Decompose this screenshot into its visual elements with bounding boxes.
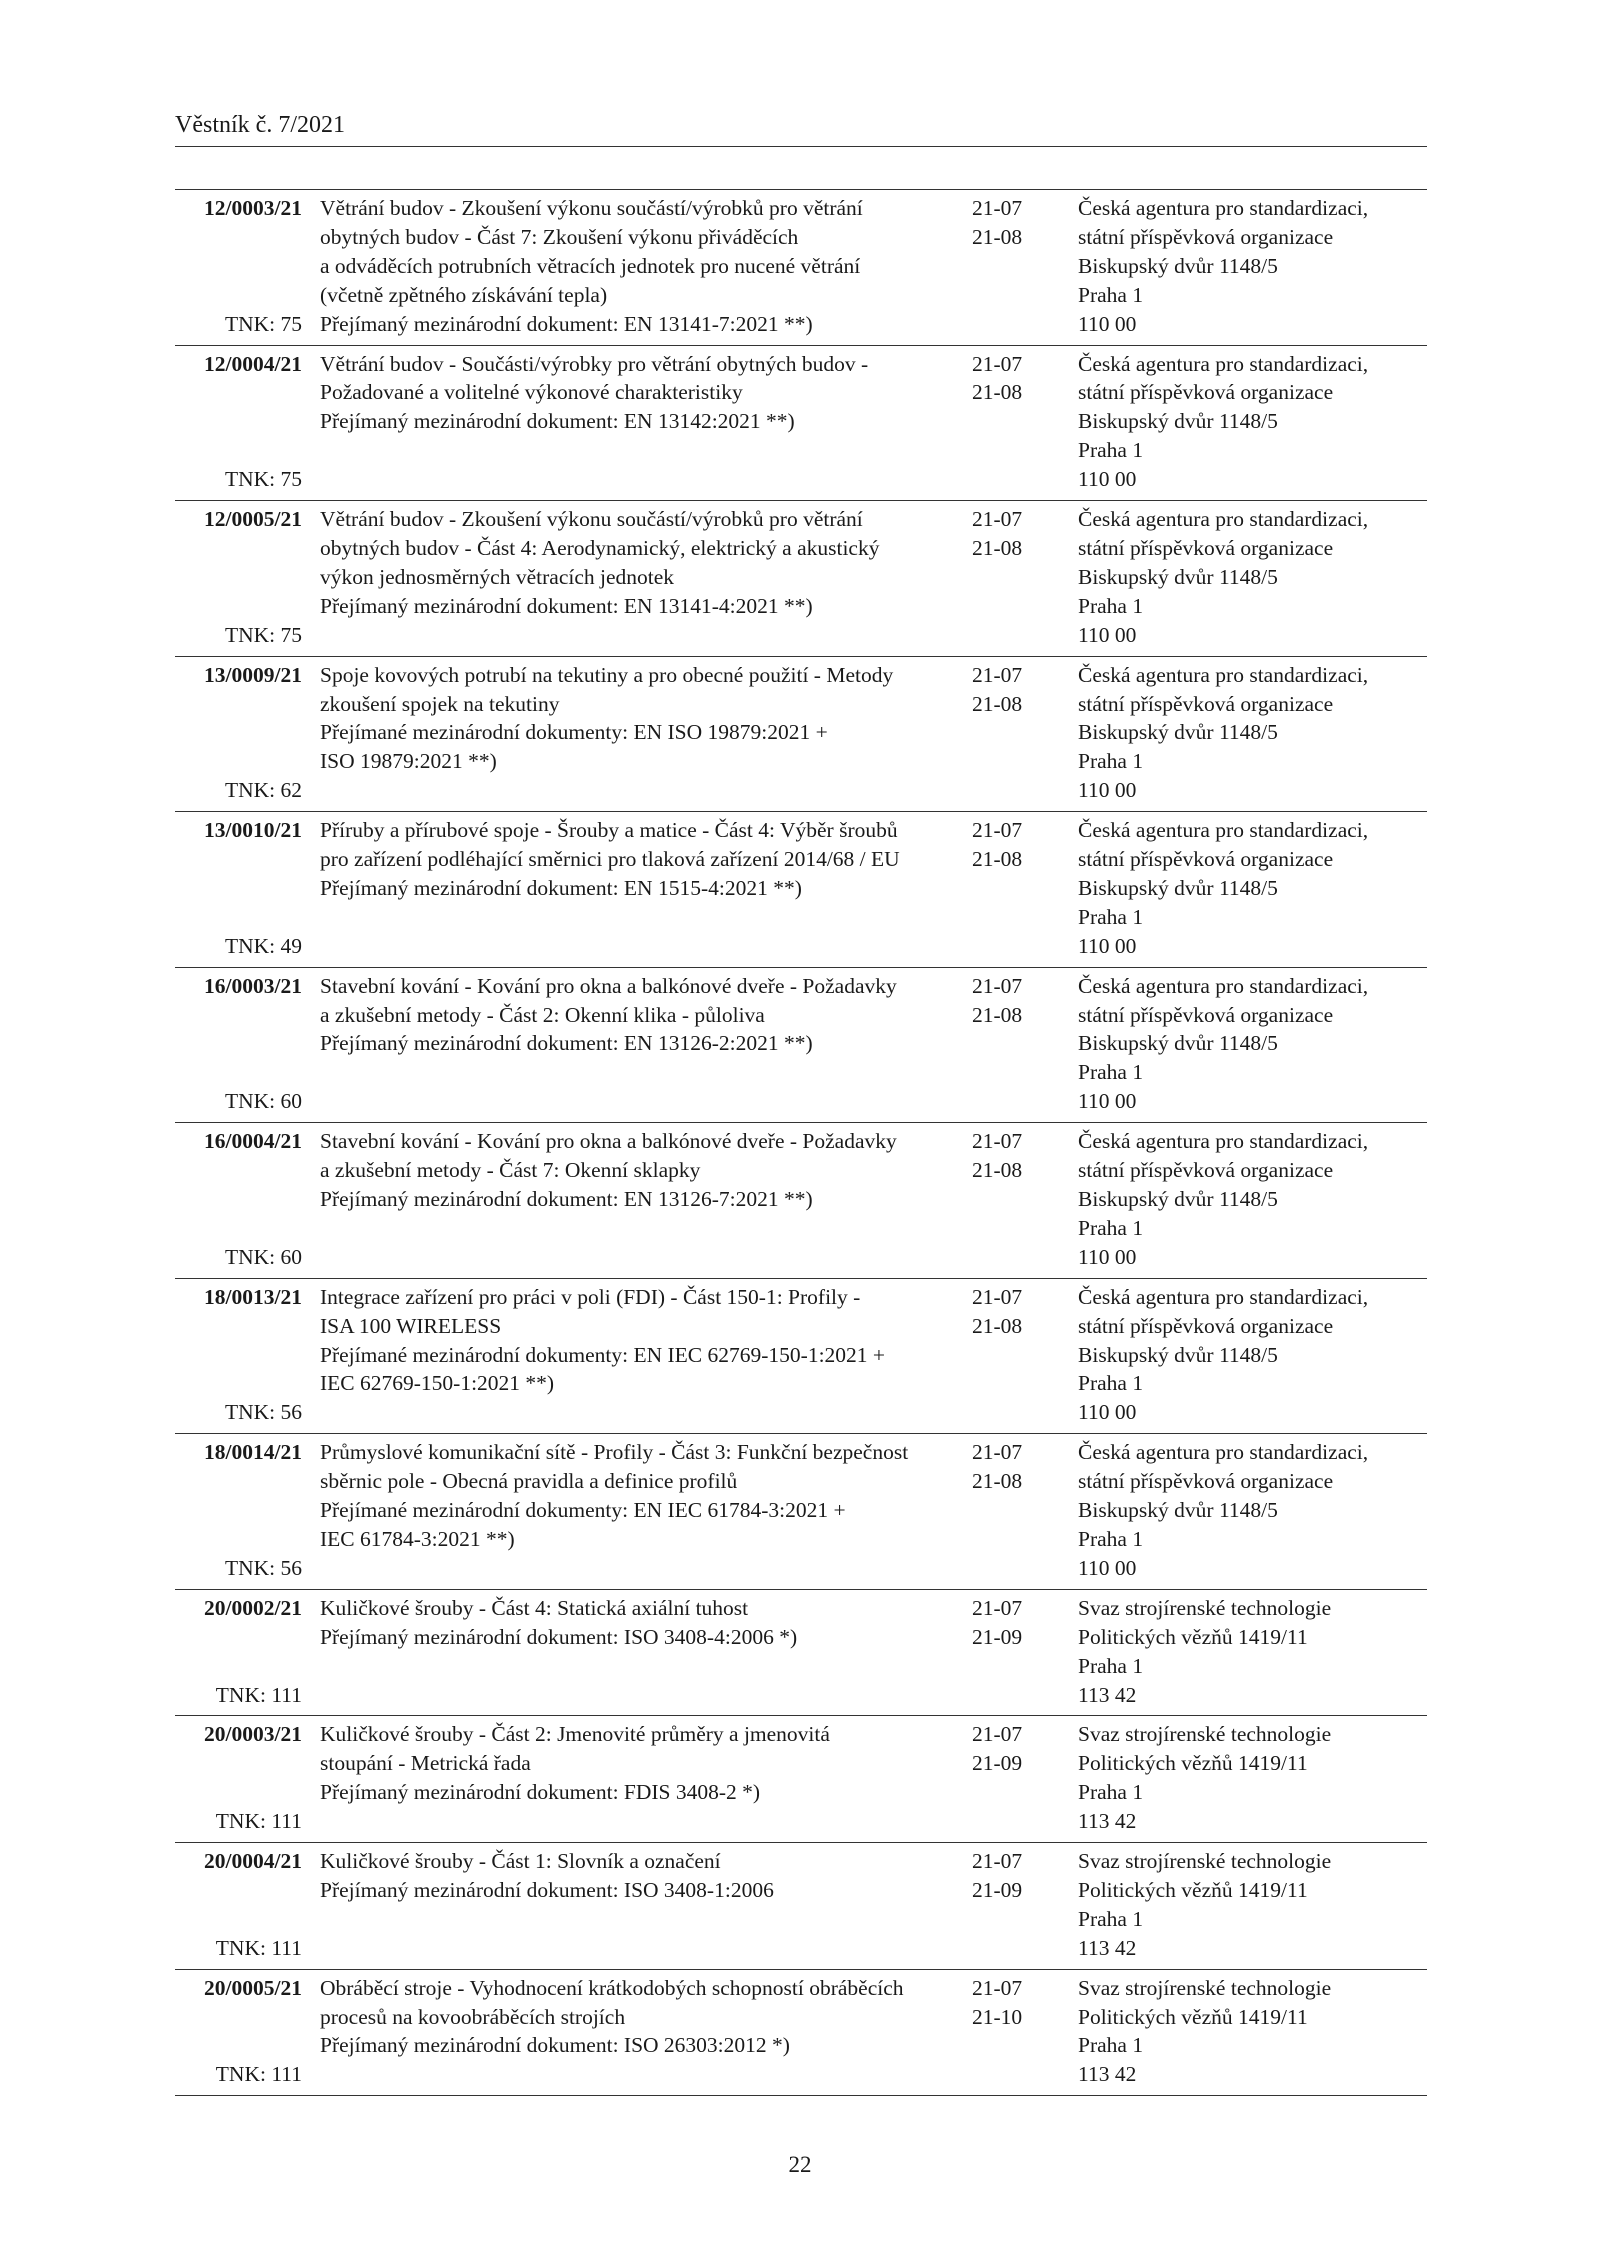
title-line: Přejímaný mezinárodní dokument: ISO 3408-4:2006 *): [320, 1624, 798, 1649]
organization-line: státní příspěvková organizace: [1078, 1469, 1334, 1494]
tnk-label: TNK: 75: [224, 311, 302, 336]
title-line: ISA 100 WIRELESS: [320, 1313, 502, 1338]
standard-title-cell: [302, 816, 968, 961]
organization-line: 110 00: [1078, 778, 1137, 803]
standard-number: 12/0005/21: [204, 507, 302, 532]
organization-line: Praha 1: [1078, 904, 1144, 929]
standard-number: 20/0005/21: [204, 1975, 302, 2000]
date-value: 21-07: [972, 1440, 1023, 1465]
date-value: 21-08: [972, 847, 1023, 872]
title-line: Přejímaný mezinárodní dokument: ISO 3408-1:2006: [320, 1877, 774, 1902]
dates-cell: [968, 1594, 1078, 1710]
dates-cell: [968, 1720, 1078, 1836]
organization-line: Česká agentura pro standardizaci,: [1078, 1129, 1369, 1154]
title-line: Přejímaný mezinárodní dokument: EN 13141-7:2021 **): [320, 311, 813, 336]
organization-line: Praha 1: [1078, 1526, 1144, 1551]
organization-line: Praha 1: [1078, 1371, 1144, 1396]
organization-line: 110 00: [1078, 933, 1137, 958]
organization-cell: [1078, 350, 1427, 495]
organization-line: Politických vězňů 1419/11: [1078, 1624, 1308, 1649]
standard-number-cell: [175, 350, 302, 495]
date-value: 21-07: [972, 1284, 1023, 1309]
date-value: 21-07: [972, 1849, 1023, 1874]
organization-line: Biskupský dvůr 1148/5: [1078, 253, 1278, 278]
title-line: výkon jednosměrných větracích jednotek: [320, 564, 675, 589]
organization-line: 113 42: [1078, 2062, 1137, 2087]
standard-title-cell: [302, 972, 968, 1117]
title-line: zkoušení spojek na tekutiny: [320, 691, 560, 716]
standard-title-cell: [302, 1847, 968, 1963]
organization-line: Praha 1: [1078, 1060, 1144, 1085]
dates-cell: [968, 972, 1078, 1117]
date-value: 21-08: [972, 224, 1023, 249]
date-value: 21-08: [972, 1313, 1023, 1338]
dates-cell: [968, 194, 1078, 339]
table-row: [175, 190, 1427, 346]
standard-number-cell: [175, 194, 302, 339]
organization-line: Biskupský dvůr 1148/5: [1078, 564, 1278, 589]
title-line: sběrnic pole - Obecná pravidla a definice profilů: [320, 1469, 738, 1494]
organization-line: Česká agentura pro standardizaci,: [1078, 196, 1369, 220]
table-row: [175, 1279, 1427, 1435]
date-value: 21-09: [972, 1877, 1023, 1902]
standard-number: 18/0014/21: [204, 1440, 302, 1465]
organization-line: státní příspěvková organizace: [1078, 691, 1334, 716]
standard-number-cell: [175, 1847, 302, 1963]
table-row: [175, 1970, 1427, 2096]
title-line: a odváděcích potrubních větracích jednotek pro nucené větrání: [320, 253, 861, 278]
title-line: Kuličkové šrouby - Část 2: Jmenovité průměry a jmenovitá: [320, 1722, 830, 1747]
organization-line: Česká agentura pro standardizaci,: [1078, 662, 1369, 687]
standard-number: 12/0004/21: [204, 351, 302, 376]
organization-line: Biskupský dvůr 1148/5: [1078, 720, 1278, 745]
organization-line: Biskupský dvůr 1148/5: [1078, 1187, 1278, 1211]
title-line: (včetně zpětného získávání tepla): [320, 282, 608, 307]
organization-cell: [1078, 194, 1427, 339]
date-value: 21-07: [972, 351, 1023, 376]
standard-number-cell: [175, 1127, 302, 1272]
organization-cell: [1078, 1847, 1427, 1963]
date-value: 21-07: [972, 818, 1023, 843]
title-line: Přejímaný mezinárodní dokument: EN 13126-2:2021 **): [320, 1031, 813, 1056]
date-value: 21-07: [972, 507, 1023, 532]
date-value: 21-08: [972, 1158, 1023, 1183]
date-value: 21-07: [972, 196, 1023, 220]
dates-cell: [968, 1127, 1078, 1272]
organization-line: státní příspěvková organizace: [1078, 847, 1334, 872]
organization-line: Česká agentura pro standardizaci,: [1078, 507, 1369, 532]
date-value: 21-07: [972, 1595, 1023, 1620]
standard-title-cell: [302, 661, 968, 806]
table-row: [175, 657, 1427, 813]
dates-cell: [968, 505, 1078, 650]
title-line: IEC 62769-150-1:2021 **): [320, 1371, 555, 1396]
standard-number-cell: [175, 816, 302, 961]
standard-number: 12/0003/21: [204, 196, 302, 220]
title-line: Větrání budov - Zkoušení výkonu součástí/výrobků pro větrání: [320, 196, 863, 220]
title-line: Stavební kování - Kování pro okna a balkónové dveře - Požadavky: [320, 1129, 897, 1154]
organization-line: Praha 1: [1078, 1653, 1144, 1678]
standard-title-cell: [302, 1594, 968, 1710]
organization-line: Svaz strojírenské technologie: [1078, 1722, 1332, 1747]
title-line: Spoje kovových potrubí na tekutiny a pro obecné použití - Metody: [320, 662, 894, 687]
page-header: [175, 112, 1427, 147]
organization-line: státní příspěvková organizace: [1078, 1313, 1334, 1338]
date-value: 21-08: [972, 1469, 1023, 1494]
dates-cell: [968, 1847, 1078, 1963]
standard-title-cell: [302, 505, 968, 650]
dates-cell: [968, 1438, 1078, 1583]
title-line: Větrání budov - Součásti/výrobky pro větrání obytných budov -: [320, 351, 869, 376]
organization-line: 110 00: [1078, 311, 1137, 336]
tnk-label: TNK: 62: [224, 778, 302, 803]
organization-cell: [1078, 505, 1427, 650]
organization-line: 110 00: [1078, 622, 1137, 647]
organization-line: 113 42: [1078, 1935, 1137, 1960]
organization-cell: [1078, 1127, 1427, 1272]
date-value: 21-10: [972, 2004, 1023, 2029]
organization-line: Praha 1: [1078, 282, 1144, 307]
tnk-label: TNK: 49: [224, 933, 302, 958]
organization-cell: [1078, 1974, 1427, 2090]
table-row: [175, 968, 1427, 1124]
organization-cell: [1078, 661, 1427, 806]
title-line: pro zařízení podléhající směrnici pro tlaková zařízení 2014/68 / EU: [320, 847, 900, 872]
organization-line: 110 00: [1078, 467, 1137, 492]
title-line: procesů na kovoobráběcích strojích: [320, 2004, 626, 2029]
organization-line: Biskupský dvůr 1148/5: [1078, 1498, 1278, 1523]
title-line: Přejímaný mezinárodní dokument: ISO 26303:2012 *): [320, 2033, 790, 2058]
standards-table: [175, 189, 1427, 2096]
title-line: a zkušební metody - Část 7: Okenní sklapky: [320, 1158, 701, 1183]
table-row: [175, 1716, 1427, 1843]
date-value: 21-08: [972, 380, 1023, 405]
date-value: 21-07: [972, 1722, 1023, 1747]
table-row: [175, 812, 1427, 968]
organization-line: Praha 1: [1078, 749, 1144, 774]
title-line: Přejímaný mezinárodní dokument: FDIS 3408-2 *): [320, 1780, 761, 1805]
standard-title-cell: [302, 1127, 968, 1272]
organization-line: Česká agentura pro standardizaci,: [1078, 818, 1369, 843]
standard-number-cell: [175, 1438, 302, 1583]
date-value: 21-07: [972, 662, 1023, 687]
date-value: 21-09: [972, 1624, 1023, 1649]
organization-line: 110 00: [1078, 1089, 1137, 1114]
organization-line: Politických vězňů 1419/11: [1078, 1877, 1308, 1902]
organization-line: 113 42: [1078, 1809, 1137, 1834]
table-row: [175, 501, 1427, 657]
standard-number: 13/0010/21: [204, 818, 302, 843]
organization-line: Biskupský dvůr 1148/5: [1078, 409, 1278, 434]
date-value: 21-08: [972, 535, 1023, 560]
title-line: Požadované a volitelné výkonové charakteristiky: [320, 380, 743, 405]
organization-line: 110 00: [1078, 1555, 1137, 1580]
date-value: 21-08: [972, 1002, 1023, 1027]
date-value: 21-07: [972, 1129, 1023, 1154]
organization-line: Praha 1: [1078, 1215, 1144, 1240]
date-value: 21-07: [972, 1975, 1023, 2000]
standard-number-cell: [175, 1974, 302, 2090]
standard-title-cell: [302, 1283, 968, 1428]
tnk-label: TNK: 111: [215, 1682, 302, 1707]
organization-line: Praha 1: [1078, 593, 1144, 618]
dates-cell: [968, 661, 1078, 806]
dates-cell: [968, 1283, 1078, 1428]
title-line: a zkušební metody - Část 2: Okenní klika - půloliva: [320, 1002, 765, 1027]
organization-line: Česká agentura pro standardizaci,: [1078, 973, 1369, 998]
standard-title-cell: [302, 1974, 968, 2090]
organization-cell: [1078, 1720, 1427, 1836]
standard-title-cell: [302, 350, 968, 495]
date-value: 21-09: [972, 1751, 1023, 1776]
standard-number: 20/0004/21: [204, 1849, 302, 1874]
tnk-label: TNK: 56: [224, 1400, 302, 1425]
title-line: Přejímaný mezinárodní dokument: EN 13142:2021 **): [320, 409, 795, 434]
organization-cell: [1078, 1594, 1427, 1710]
organization-line: státní příspěvková organizace: [1078, 535, 1334, 560]
title-line: Přejímané mezinárodní dokumenty: EN IEC 62769-150-1:2021 +: [320, 1342, 886, 1367]
title-line: Příruby a přírubové spoje - Šrouby a matice - Část 4: Výběr šroubů: [320, 818, 898, 843]
title-line: Stavební kování - Kování pro okna a balkónové dveře - Požadavky: [320, 973, 897, 998]
standard-number-cell: [175, 1594, 302, 1710]
tnk-label: TNK: 111: [215, 2062, 302, 2087]
organization-line: Svaz strojírenské technologie: [1078, 1975, 1332, 2000]
tnk-label: TNK: 60: [224, 1244, 302, 1269]
standard-number-cell: [175, 972, 302, 1117]
organization-line: Biskupský dvůr 1148/5: [1078, 1342, 1278, 1367]
title-line: obytných budov - Část 4: Aerodynamický, elektrický a akustický: [320, 535, 880, 560]
title-line: Kuličkové šrouby - Část 4: Statická axiální tuhost: [320, 1595, 749, 1620]
organization-line: Biskupský dvůr 1148/5: [1078, 1031, 1278, 1056]
standard-number: 18/0013/21: [204, 1284, 302, 1309]
organization-line: Svaz strojírenské technologie: [1078, 1595, 1332, 1620]
organization-cell: [1078, 1283, 1427, 1428]
standard-number: 20/0003/21: [204, 1722, 302, 1747]
title-line: obytných budov - Část 7: Zkoušení výkonu přiváděcích: [320, 224, 799, 249]
tnk-label: TNK: 111: [215, 1809, 302, 1834]
standard-number: 13/0009/21: [204, 662, 302, 687]
organization-cell: [1078, 1438, 1427, 1583]
title-line: Přejímaný mezinárodní dokument: EN 1515-4:2021 **): [320, 875, 802, 900]
organization-line: Praha 1: [1078, 1906, 1144, 1931]
page-number: 22: [788, 2152, 812, 2177]
title-line: IEC 61784-3:2021 **): [320, 1526, 515, 1551]
organization-line: Praha 1: [1078, 438, 1144, 463]
standard-title-cell: [302, 194, 968, 339]
table-row: [175, 1434, 1427, 1590]
title-line: Obráběcí stroje - Vyhodnocení krátkodobých schopností obráběcích: [320, 1975, 904, 2000]
tnk-label: TNK: 60: [224, 1089, 302, 1114]
organization-line: 113 42: [1078, 1682, 1137, 1707]
organization-line: Biskupský dvůr 1148/5: [1078, 875, 1278, 900]
organization-line: Česká agentura pro standardizaci,: [1078, 1440, 1369, 1465]
title-line: Přejímaný mezinárodní dokument: EN 13126-7:2021 **): [320, 1187, 813, 1211]
dates-cell: [968, 1974, 1078, 2090]
organization-line: Česká agentura pro standardizaci,: [1078, 351, 1369, 376]
organization-line: Praha 1: [1078, 2033, 1144, 2058]
title-line: Přejímaný mezinárodní dokument: EN 13141-4:2021 **): [320, 593, 813, 618]
standard-number-cell: [175, 1720, 302, 1836]
standard-number: 16/0004/21: [204, 1129, 302, 1154]
title-line: Kuličkové šrouby - Část 1: Slovník a označení: [320, 1849, 721, 1874]
tnk-label: TNK: 75: [224, 467, 302, 492]
organization-line: státní příspěvková organizace: [1078, 1158, 1334, 1183]
organization-cell: [1078, 816, 1427, 961]
organization-line: státní příspěvková organizace: [1078, 380, 1334, 405]
standard-number: 16/0003/21: [204, 973, 302, 998]
organization-line: 110 00: [1078, 1244, 1137, 1269]
dates-cell: [968, 816, 1078, 961]
dates-cell: [968, 350, 1078, 495]
table-row: [175, 1843, 1427, 1970]
standard-number-cell: [175, 1283, 302, 1428]
organization-cell: [1078, 972, 1427, 1117]
page-title: Věstník č. 7/2021: [175, 112, 345, 138]
organization-line: státní příspěvková organizace: [1078, 1002, 1334, 1027]
organization-line: Česká agentura pro standardizaci,: [1078, 1284, 1369, 1309]
standard-number-cell: [175, 505, 302, 650]
standard-number: 20/0002/21: [204, 1595, 302, 1620]
tnk-label: TNK: 111: [215, 1935, 302, 1960]
standard-title-cell: [302, 1438, 968, 1583]
table-row: [175, 1123, 1427, 1279]
title-line: Přejímané mezinárodní dokumenty: EN ISO 19879:2021 +: [320, 720, 828, 745]
title-line: Přejímané mezinárodní dokumenty: EN IEC 61784-3:2021 +: [320, 1498, 846, 1523]
title-line: Integrace zařízení pro práci v poli (FDI) - Část 150-1: Profily -: [320, 1284, 861, 1309]
organization-line: státní příspěvková organizace: [1078, 224, 1334, 249]
title-line: Průmyslové komunikační sítě - Profily - Část 3: Funkční bezpečnost: [320, 1440, 909, 1465]
table-row: [175, 1590, 1427, 1717]
organization-line: Politických vězňů 1419/11: [1078, 1751, 1308, 1776]
title-line: ISO 19879:2021 **): [320, 749, 497, 774]
table-row: [175, 346, 1427, 502]
date-value: 21-07: [972, 973, 1023, 998]
organization-line: Svaz strojírenské technologie: [1078, 1849, 1332, 1874]
tnk-label: TNK: 56: [224, 1555, 302, 1580]
organization-line: Praha 1: [1078, 1780, 1144, 1805]
date-value: 21-08: [972, 691, 1023, 716]
standard-number-cell: [175, 661, 302, 806]
title-line: Větrání budov - Zkoušení výkonu součástí/výrobků pro větrání: [320, 507, 863, 532]
organization-line: Politických vězňů 1419/11: [1078, 2004, 1308, 2029]
organization-line: 110 00: [1078, 1400, 1137, 1425]
title-line: stoupání - Metrická řada: [320, 1751, 531, 1776]
standard-title-cell: [302, 1720, 968, 1836]
tnk-label: TNK: 75: [224, 622, 302, 647]
